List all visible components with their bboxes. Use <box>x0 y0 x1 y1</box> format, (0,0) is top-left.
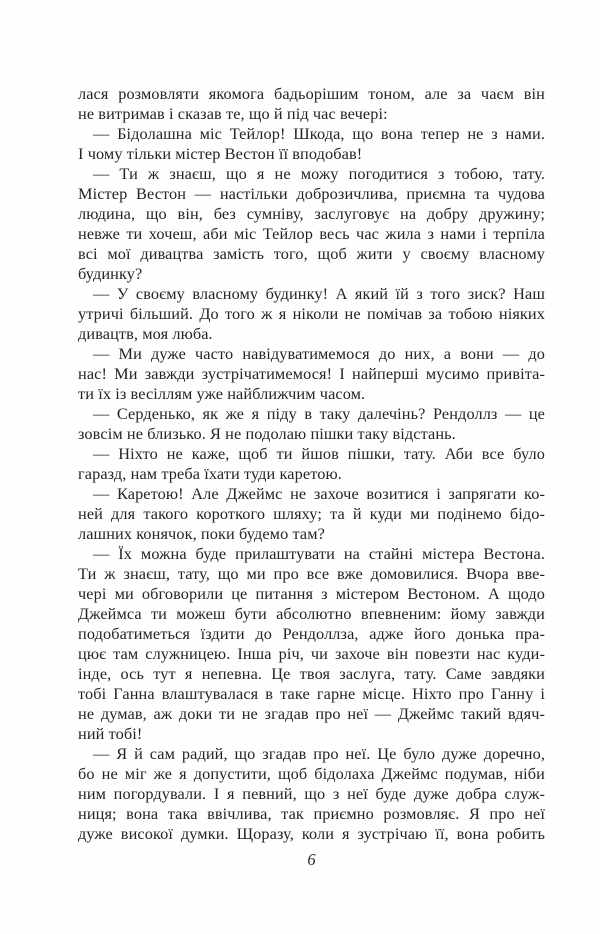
text-line: І чому тільки містер Вестон її вподобав! <box>78 144 363 163</box>
text-line: — Каретою! Але Джеймс не захоче возитися і запрягати ко- <box>93 484 545 503</box>
text-line: будинку? <box>78 264 143 283</box>
text-line: Містер Вестон — настільки доброзичлива, приємна та чудова <box>78 184 545 203</box>
text-line: не думав, аж доки ти не згадав про неї — Джеймс такий вдяч- <box>78 704 545 723</box>
text-line: ней для такого короткого шляху; та й куди ми подінемо бідо- <box>78 504 545 523</box>
page-number: 6 <box>307 850 316 869</box>
text-line: — Ми дуже часто навідуватимемося до них, а вони — до <box>93 344 545 363</box>
text-line: дивацтв, моя люба. <box>78 324 213 343</box>
text-line: подобатиметься їздити до Рендоллза, адже його донька пра- <box>78 624 545 643</box>
text-line: тобі Ганна влаштувалася в таке гарне місце. Ніхто про Ганну і <box>78 684 545 703</box>
text-line: гаразд, нам треба їхати туди каретою. <box>78 464 342 483</box>
text-line: — Ти ж знаєш, що я не можу погодитися з тобою, тату. <box>93 164 545 183</box>
text-line: нас! Ми завжди зустрічатимемося! І найперші мусимо привіта- <box>78 364 545 383</box>
text-line: цює там служницею. Інша річ, чи захоче він повезти нас куди- <box>78 644 545 663</box>
text-line: Джеймса ти можеш бути абсолютно впевненим: йому завжди <box>78 604 545 623</box>
text-line: ний тобі! <box>78 724 143 743</box>
text-line: Ти ж знаєш, тату, що ми про все вже домовилися. Вчора вве- <box>78 564 545 583</box>
text-line: ним погордували. І я певний, що з неї буде дуже добра служ- <box>78 784 545 803</box>
text-line: чері ми обговорили це питання з містером Вестоном. А щодо <box>78 584 545 603</box>
text-line: ниця; вона така ввічлива, так приємно розмовляє. Я про неї <box>78 804 545 823</box>
text-line: не витримав і сказав те, що й під час вечері: <box>78 104 388 123</box>
text-line: невже ти хочеш, аби міс Тейлор весь час жила з нами і терпіла <box>78 224 545 243</box>
text-line: лашних конячок, поки будемо там? <box>78 524 325 543</box>
text-line: ти їх із весіллям уже найближчим часом. <box>78 384 366 403</box>
text-line: зовсім не близько. Я не подолаю пішки таку відстань. <box>78 424 456 443</box>
text-line: лася розмовляти якомога бадьорішим тоном, але за чаєм він <box>78 84 545 103</box>
text-line: — Серденько, як же я піду в таку далечінь? Рендоллз — це <box>93 404 545 423</box>
text-line: — Ніхто не каже, щоб ти йшов пішки, тату. Аби все було <box>93 444 545 463</box>
text-line: всі мої дивацтва замість того, щоб жити у своєму власному <box>78 244 545 263</box>
text-line: утричі більший. До того ж я ніколи не помічав за тобою ніяких <box>78 304 545 323</box>
text-line: — Бідолашна міс Тейлор! Шкода, що вона тепер не з нами. <box>93 124 545 143</box>
text-line: дуже високої думки. Щоразу, коли я зустрічаю її, вона робить <box>78 824 545 843</box>
text-line: — У своєму власному будинку! А який їй з того зиск? Наш <box>93 284 545 303</box>
text-line: бо не міг же я допустити, щоб бідолаха Джеймс подумав, ніби <box>78 764 545 783</box>
text-line: інде, ось тут я непевна. Це твоя заслуга, тату. Саме завдяки <box>78 664 545 683</box>
text-line: — Їх можна буде прилаштувати на стайні містера Вестона. <box>93 544 545 563</box>
text-line: — Я й сам радий, що згадав про неї. Це було дуже доречно, <box>93 744 545 763</box>
page-text <box>78 84 545 844</box>
text-line: людина, що він, без сумніву, заслуговує на добру дружину; <box>78 204 545 223</box>
